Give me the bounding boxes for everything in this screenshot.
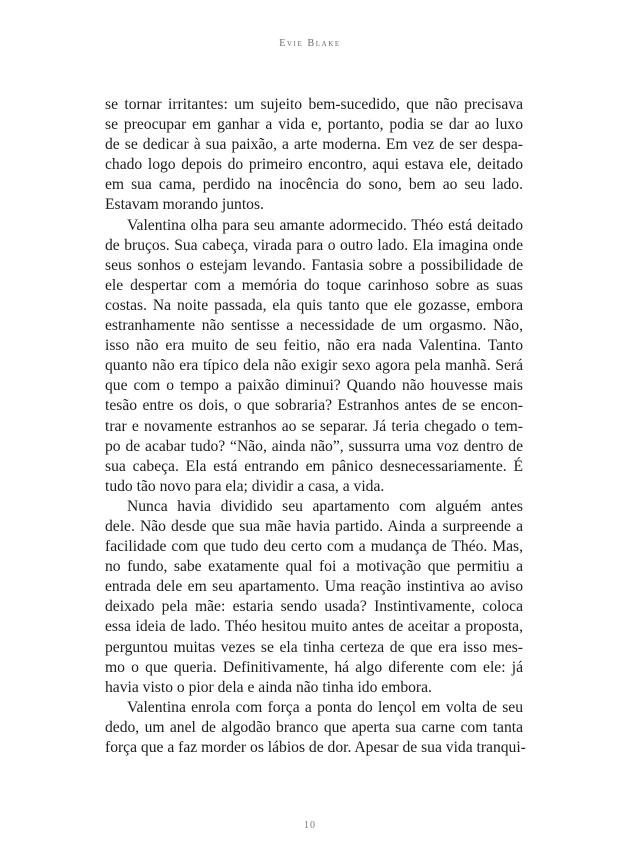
text-line: estranhamente não sentisse a necessidade de um orgasmo. Não, xyxy=(105,317,523,335)
text-line: tesão entre os dois, o que sobraria? Estranhos antes de se encon- xyxy=(105,397,523,415)
text-line: Nunca havia dividido seu apartamento com alguém antes xyxy=(127,497,523,515)
text-line: trar e novamente estranhos ao se separar. Já teria chegado o tem- xyxy=(105,417,523,435)
text-line: costas. Na noite passada, ela quis tanto que ele gozasse, embora xyxy=(105,296,523,314)
page-number: 10 xyxy=(304,820,316,831)
text-line: que com o tempo a paixão diminui? Quando não houvesse mais xyxy=(105,377,523,395)
text-line: po de acabar tudo? “Não, ainda não”, sussurra uma voz dentro de xyxy=(105,437,523,455)
text-line: no fundo, sabe exatamente qual foi a motivação que permitiu a xyxy=(105,558,523,576)
text-line: em sua cama, perdido na inocência do sono, bem ao seu lado. xyxy=(105,176,523,194)
text-line: dedo, um anel de algodão branco que aperta sua carne com tanta xyxy=(105,718,523,736)
text-line: de se dedicar à sua paixão, a arte moderna. Em vez de ser despa- xyxy=(105,136,523,154)
text-line: Estavam morando juntos. xyxy=(105,196,264,214)
text-line: mo o que queria. Definitivamente, há algo diferente com ele: já xyxy=(105,658,523,676)
paragraph xyxy=(105,216,523,497)
text-line: essa ideia de lado. Théo hesitou muito antes de aceitar a proposta, xyxy=(105,618,523,636)
text-line: ele despertar com a memória do toque carinhoso sobre as suas xyxy=(105,276,523,294)
text-line: de bruços. Sua cabeça, virada para o outro lado. Ela imagina onde xyxy=(105,236,523,254)
text-line: isso não era muito de seu feitio, não era nada Valentina. Tanto xyxy=(105,337,523,355)
text-line: se preocupar em ganhar a vida e, portanto, podia se dar ao luxo xyxy=(105,116,523,134)
paragraph xyxy=(105,698,526,758)
paragraph xyxy=(105,497,523,698)
text-line: facilidade com que tudo deu certo com a mudança de Théo. Mas, xyxy=(105,538,523,556)
text-line: tudo tão novo para ela; dividir a casa, a vida. xyxy=(105,477,385,495)
text-line: havia visto o pior dela e ainda não tinha ido embora. xyxy=(105,678,432,696)
paragraph xyxy=(105,95,523,216)
text-line: perguntou muitas vezes se ela tinha certeza de que era isso mes- xyxy=(105,638,523,656)
text-line: entrada dele em seu apartamento. Uma reação instintiva ao aviso xyxy=(105,578,523,596)
text-line: seus sonhos o estejam levando. Fantasia sobre a possibilidade de xyxy=(105,256,523,274)
text-line: Valentina olha para seu amante adormecido. Théo está deitado xyxy=(127,216,523,234)
running-head: Evie Blake xyxy=(279,38,341,49)
text-line: Valentina enrola com força a ponta do lençol em volta de seu xyxy=(127,698,523,716)
body-text xyxy=(105,95,526,758)
text-line: sua cabeça. Ela está entrando em pânico desnecessariamente. É xyxy=(105,457,523,475)
text-line: se tornar irritantes: um sujeito bem-sucedido, que não precisava xyxy=(105,96,523,113)
text-line: deixado pela mãe: estaria sendo usada? Instintivamente, coloca xyxy=(105,598,523,616)
text-line: quanto não era típico dela não exigir sexo agora pela manhã. Será xyxy=(105,357,523,375)
text-line: dele. Não desde que sua mãe havia partido. Ainda a surpreende a xyxy=(105,517,523,535)
text-line: força que a faz morder os lábios de dor. Apesar de sua vida tranqui- xyxy=(105,739,526,756)
text-line: chado logo depois do primeiro encontro, aqui estava ele, deitado xyxy=(105,156,523,174)
